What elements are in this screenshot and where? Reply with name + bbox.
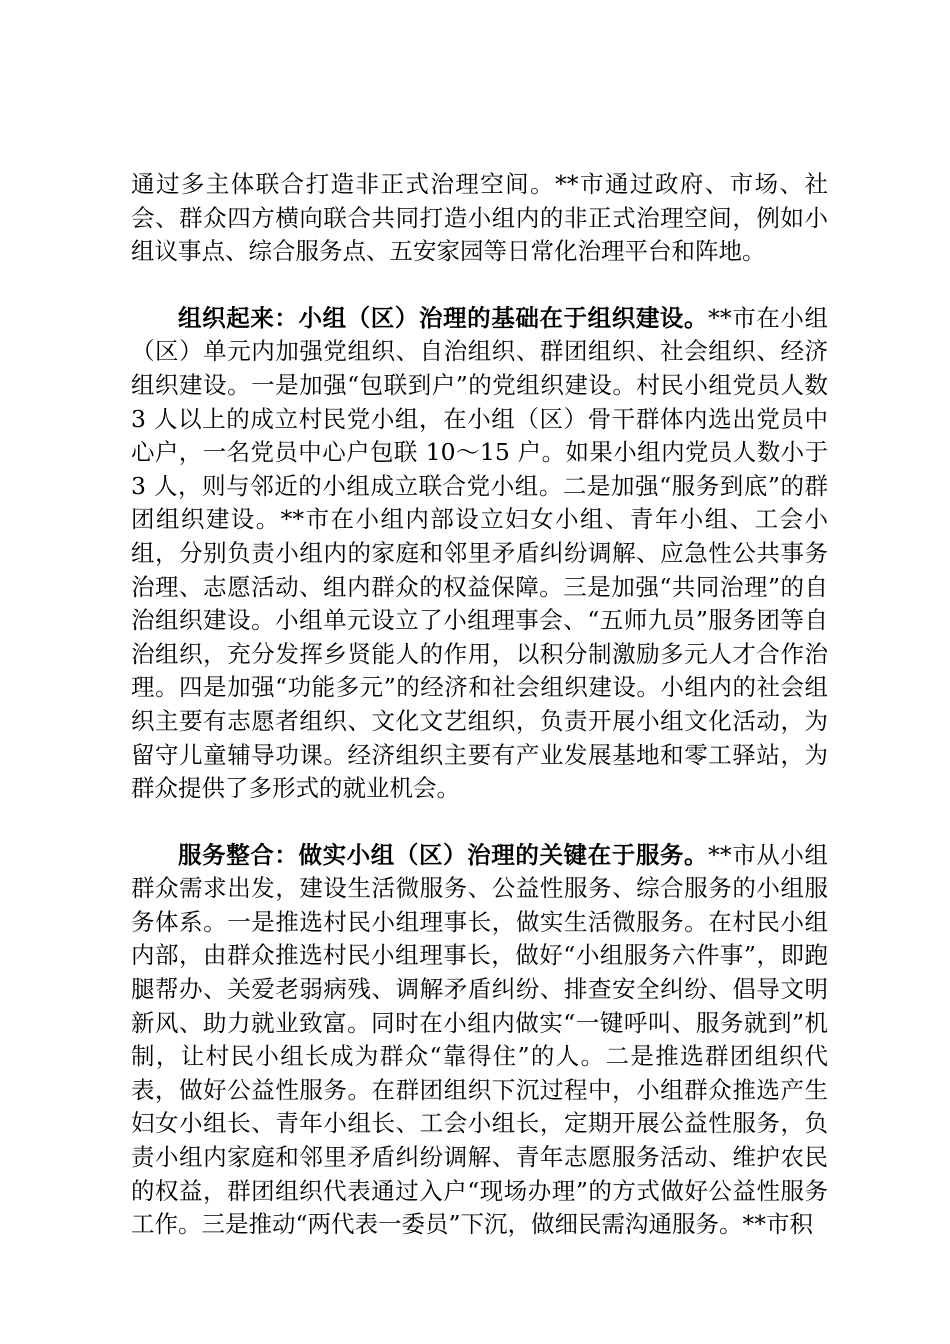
document-body xyxy=(131,168,828,1242)
paragraph-text: **市从小组群众需求出发，建设生活微服务、公益性服务、综合服务的小组服务体系。一是推选村民小组理事长，做实生活微服务。在村民小组内部，由群众推选村民小组理事长，做好“小组服务六件事”，即跑腿帮办、关爱老弱病残、调解矛盾纠纷、排查安全纠纷、倡导文明新风、助力就业致富。同时在小组内做实“一键呼叫、服务就到”机制，让村民小组长成为群众“靠得住”的人。二是推选群团组织代表，做好公益性服务。在群团组织下沉过程中，小组群众推选产生妇女小组长、青年小组长、工会小组长，定期开展公益性服务，负责小组内家庭和邻里矛盾纠纷调解、青年志愿服务活动、维护农民的权益，群团组织代表通过入户“现场办理”的方式做好公益性服务工作。三是推动“两代表一委员”下沉，做细民需沟通服务。**市积 xyxy=(131,840,829,1239)
paragraph-lead: 组织起来：小组（区）治理的基础在于组织建设。 xyxy=(178,303,709,332)
paragraph-organization xyxy=(131,302,828,806)
paragraph-informal-space xyxy=(131,168,828,269)
paragraph-service xyxy=(131,839,828,1242)
paragraph-text: **市在小组（区）单元内加强党组织、自治组织、群团组织、社会组织、经济组织建设。一是加强“包联到户”的党组织建设。村民小组党员人数 3 人以上的成立村民党小组，在小组（区）骨干群体内选出党员中心户，一名党员中心户包联 10～15 户。如果小组内党员人数小于 3 人，则与邻近的小组成立联合党小组。二是加强“服务到底”的群团组织建设。**市在小组内部设立妇女小组、青年小组、工会小组，分别负责小组内的家庭和邻里矛盾纠纷调解、应急性公共事务治理、志愿活动、组内群众的权益保障。三是加强“共同治理”的自治组织建设。小组单元设立了小组理事会、“五师九员”服务团等自治组织，充分发挥乡贤能人的作用，以积分制激励多元人才合作治理。四是加强“功能多元”的经济和社会组织建设。小组内的社会组织主要有志愿者组织、文化文艺组织，负责开展小组文化活动，为留守儿童辅导功课。经济组织主要有产业发展基地和零工驿站，为群众提供了多形式的就业机会。 xyxy=(131,303,829,803)
paragraph-text: 通过多主体联合打造非正式治理空间。**市通过政府、市场、社会、群众四方横向联合共同打造小组内的非正式治理空间，例如小组议事点、综合服务点、五安家园等日常化治理平台和阵地。 xyxy=(131,170,828,266)
paragraph-lead: 服务整合：做实小组（区）治理的关键在于服务。 xyxy=(178,840,709,869)
